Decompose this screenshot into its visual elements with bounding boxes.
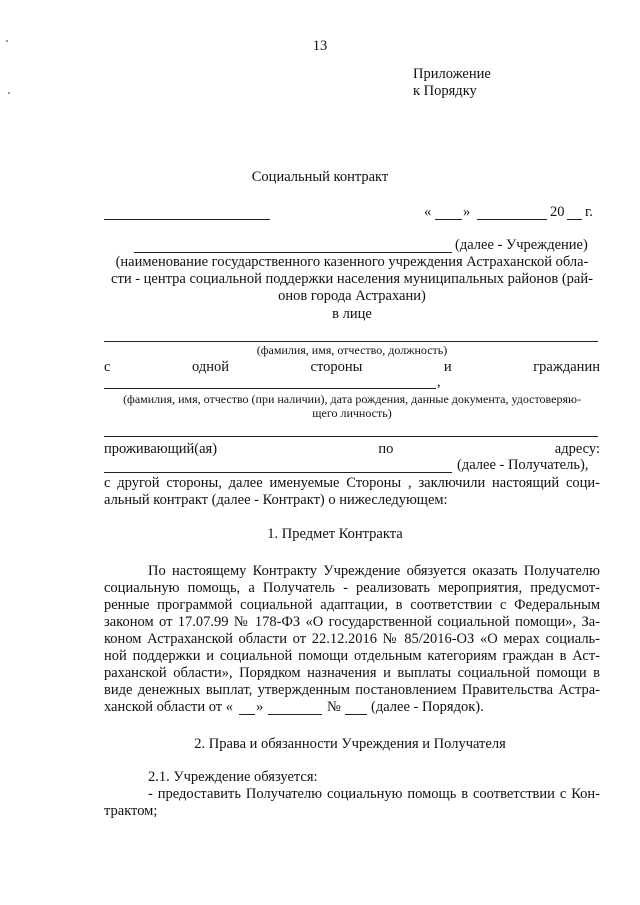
intro-line-1: с другой стороны, далее именуемые Стороны , заключили настоящий соци- bbox=[104, 475, 600, 491]
year-blank bbox=[567, 219, 582, 220]
institution-note-1: (наименование государственного казенного учреждения Астраханской обла- bbox=[115, 254, 589, 270]
date-open-quote: « bbox=[424, 204, 432, 220]
document-title: Социальный контракт bbox=[251, 169, 389, 185]
year-suffix: г. bbox=[585, 204, 593, 220]
section-1-line: ренные программой социальной адаптации, в соответствии с Федеральным bbox=[104, 597, 600, 613]
scan-speck bbox=[8, 92, 10, 94]
section-1-line: виде денежных выплат, утвержденным постановлением Правительства Астра- bbox=[104, 682, 600, 698]
decree-month-blank bbox=[268, 714, 322, 715]
section-1-heading: 1. Предмет Контракта bbox=[267, 526, 403, 542]
party-word: и bbox=[443, 359, 452, 375]
in-person-label: в лице bbox=[332, 306, 372, 322]
institution-blank-line bbox=[134, 252, 452, 253]
section-1-line: законом от 17.07.99 № 178-ФЗ «О государственной социальной помощи», За- bbox=[104, 614, 600, 630]
address-row bbox=[104, 441, 600, 458]
intro-line-2: альный контракт (далее - Контракт) о нижеследующем: bbox=[104, 492, 448, 508]
section-1-line: По настоящему Контракту Учреждение обязуется оказать Получателю bbox=[148, 563, 600, 579]
address-blank-line bbox=[104, 472, 452, 473]
party-word: одной bbox=[191, 359, 229, 375]
official-blank-line bbox=[104, 341, 598, 342]
place-blank-line bbox=[104, 219, 270, 220]
citizen-blank-line bbox=[104, 388, 436, 389]
recipient-suffix: (далее - Получатель), bbox=[457, 457, 589, 473]
institution-note-3: онов города Астрахани) bbox=[278, 288, 426, 304]
party-word: с bbox=[104, 359, 111, 375]
appendix-line-2: к Порядку bbox=[413, 83, 477, 99]
page-number: 13 bbox=[312, 38, 328, 54]
address-word: проживающий(ая) bbox=[104, 441, 218, 457]
date-close-quote: » bbox=[463, 204, 471, 220]
section-2-item-line: - предоставить Получателю социальную помощь в соответствии с Кон- bbox=[148, 786, 600, 802]
section-1-line: коном Астраханской области от 22.12.2016 № 85/2016-ОЗ «О мерах социаль- bbox=[104, 631, 600, 647]
decree-day-blank bbox=[239, 714, 255, 715]
decree-line-end: (далее - Порядок). bbox=[371, 699, 484, 715]
day-blank bbox=[435, 219, 462, 220]
official-caption: (фамилия, имя, отчество, должность) bbox=[256, 343, 448, 357]
year-prefix: 20 bbox=[550, 204, 565, 220]
section-2-1-heading: 2.1. Учреждение обязуется: bbox=[148, 769, 318, 785]
decree-number-sign: № bbox=[327, 699, 341, 715]
citizen-caption-2: щего личность) bbox=[312, 406, 392, 420]
decree-line-start: ханской области от « bbox=[104, 699, 233, 715]
month-blank bbox=[477, 219, 547, 220]
section-1-line: социальную помощь, а Получатель - реализовать мероприятия, предусмот- bbox=[104, 580, 600, 596]
decree-close-quote: » bbox=[256, 699, 264, 715]
appendix-line-1: Приложение bbox=[413, 66, 491, 82]
section-2-heading: 2. Права и обязанности Учреждения и Получателя bbox=[194, 736, 506, 752]
decree-number-blank bbox=[345, 714, 367, 715]
institution-suffix: (далее - Учреждение) bbox=[455, 237, 588, 253]
section-2-item-line: трактом; bbox=[104, 803, 158, 819]
section-1-line: ной поддержки и социальной помощи отдельным категориям граждан в Аст- bbox=[104, 648, 600, 664]
institution-note-2: сти - центра социальной поддержки населения муниципальных районов (рай- bbox=[111, 271, 593, 287]
citizen-extra-line bbox=[104, 436, 598, 437]
citizen-comma: , bbox=[437, 374, 441, 390]
party-word: гражданин bbox=[533, 359, 600, 375]
address-word: адресу: bbox=[554, 441, 600, 457]
address-word: по bbox=[378, 441, 394, 457]
party-word: стороны bbox=[310, 359, 363, 375]
party-row bbox=[104, 359, 600, 376]
citizen-caption-1: (фамилия, имя, отчество (при наличии), дата рождения, данные документа, удостоверяю- bbox=[123, 392, 581, 406]
section-1-line: раханской области», Порядком назначения и выплаты социальной помощи в bbox=[104, 665, 600, 681]
